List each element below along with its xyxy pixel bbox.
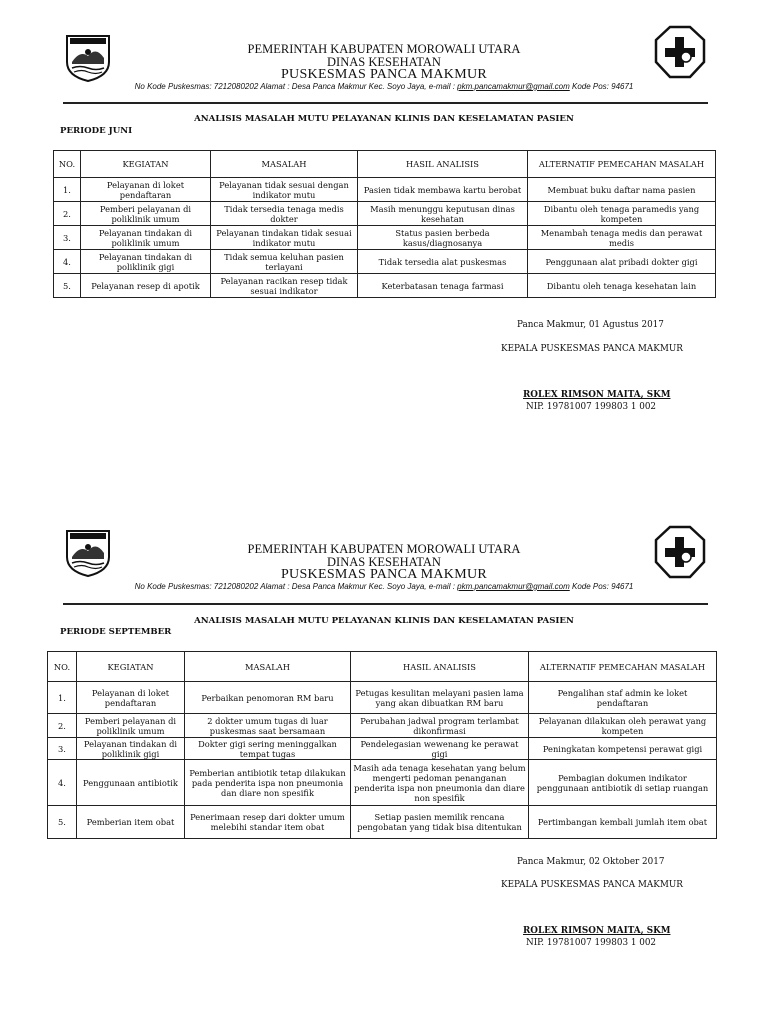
cell-no: 2. (54, 202, 81, 226)
cell-no: 5. (48, 806, 77, 839)
cell-no: 2. (48, 714, 77, 738)
table-row (54, 274, 716, 298)
cell-no: 1. (48, 682, 77, 714)
header-divider (63, 603, 708, 605)
analysis-table (53, 150, 716, 298)
cell-alternatif: Dibantu oleh tenaga kesehatan lain (528, 274, 716, 298)
column-header: MASALAH (185, 652, 351, 682)
document-title: ANALISIS MASALAH MUTU PELAYANAN KLINIS DAN KESELAMATAN PASIEN (194, 114, 574, 124)
header-divider (63, 102, 708, 104)
header-line-1: PEMERINTAH KABUPATEN MOROWALI UTARA (247, 42, 521, 56)
column-header: ALTERNATIF PEMECAHAN MASALAH (529, 652, 717, 682)
cell-hasil: Masih ada tenaga kesehatan yang belum mengerti pedoman penanganan penderita ispa non pneumonia dan diare non spesifik (351, 760, 529, 806)
cell-kegiatan: Pelayanan di loket pendaftaran (81, 178, 211, 202)
cell-no: 3. (54, 226, 81, 250)
table-row (54, 226, 716, 250)
cell-hasil: Perubahan jadwal program terlambat dikonfirmasi (351, 714, 529, 738)
cell-masalah: Pemberian antibiotik tetap dilakukan pada penderita ispa non pneumonia dan diare non spesifik (185, 760, 351, 806)
cell-alternatif: Peningkatan kompetensi perawat gigi (529, 738, 717, 760)
header-line-2: DINAS KESEHATAN (327, 555, 441, 569)
cell-alternatif: Pelayanan dilakukan oleh perawat yang kompeten (529, 714, 717, 738)
table-row (48, 806, 717, 839)
signature-name: ROLEX RIMSON MAITA, SKM (523, 390, 671, 400)
signature-position: KEPALA PUSKESMAS PANCA MAKMUR (501, 880, 683, 890)
cell-kegiatan: Pelayanan tindakan di poliklinik gigi (77, 738, 185, 760)
cell-masalah: Pelayanan tidak sesuai dengan indikator mutu (211, 178, 358, 202)
document-title: ANALISIS MASALAH MUTU PELAYANAN KLINIS DAN KESELAMATAN PASIEN (194, 616, 574, 626)
cell-masalah: Penerimaan resep dari dokter umum melebihi standar item obat (185, 806, 351, 839)
email-link[interactable]: pkm.pancamakmur@gmail.com (457, 582, 570, 591)
cell-hasil: Tidak tersedia alat puskesmas (358, 250, 528, 274)
cell-hasil: Masih menunggu keputusan dinas kesehatan (358, 202, 528, 226)
cell-masalah: Dokter gigi sering meninggalkan tempat tugas (185, 738, 351, 760)
table-row (54, 250, 716, 274)
email-link[interactable]: pkm.pancamakmur@gmail.com (457, 82, 570, 91)
cell-masalah: 2 dokter umum tugas di luar puskesmas saat bersamaan (185, 714, 351, 738)
table-row (54, 202, 716, 226)
column-header: MASALAH (211, 151, 358, 178)
cell-masalah: Pelayanan racikan resep tidak sesuai indikator (211, 274, 358, 298)
cell-hasil: Pasien tidak membawa kartu berobat (358, 178, 528, 202)
cell-alternatif: Pertimbangan kembali jumlah item obat (529, 806, 717, 839)
table-row (48, 682, 717, 714)
cell-hasil: Keterbatasan tenaga farmasi (358, 274, 528, 298)
header-address: No Kode Puskesmas: 7212080202 Alamat : Desa Panca Makmur Kec. Soyo Jaya, e-mail : pkm.pancamakmur@gmail.com Kode Pos: 94671 (134, 582, 634, 591)
signature-nip: NIP. 19781007 199803 1 002 (526, 402, 657, 412)
cell-alternatif: Dibantu oleh tenaga paramedis yang kompeten (528, 202, 716, 226)
cell-masalah: Perbaikan penomoran RM baru (185, 682, 351, 714)
column-header: HASIL ANALISIS (351, 652, 529, 682)
table-row (54, 178, 716, 202)
header-address: No Kode Puskesmas: 7212080202 Alamat : Desa Panca Makmur Kec. Soyo Jaya, e-mail : pkm.pancamakmur@gmail.com Kode Pos: 94671 (134, 82, 634, 91)
signature-date: Panca Makmur, 01 Agustus 2017 (517, 320, 664, 330)
signature-position: KEPALA PUSKESMAS PANCA MAKMUR (501, 344, 683, 354)
periode-label: PERIODE SEPTEMBER (60, 627, 172, 637)
cell-no: 3. (48, 738, 77, 760)
column-header: HASIL ANALISIS (358, 151, 528, 178)
cell-kegiatan: Pemberi pelayanan di poliklinik umum (81, 202, 211, 226)
cell-kegiatan: Pelayanan tindakan di poliklinik umum (81, 226, 211, 250)
table-row (48, 738, 717, 760)
table-row (48, 714, 717, 738)
cell-no: 5. (54, 274, 81, 298)
cell-alternatif: Menambah tenaga medis dan perawat medis (528, 226, 716, 250)
column-header: NO. (48, 652, 77, 682)
cell-kegiatan: Pemberi pelayanan di poliklinik umum (77, 714, 185, 738)
signature-nip: NIP. 19781007 199803 1 002 (526, 938, 657, 948)
table-header-row (48, 652, 717, 682)
cell-alternatif: Pengalihan staf admin ke loket pendaftaran (529, 682, 717, 714)
header-line-3: PUSKESMAS PANCA MAKMUR (280, 67, 488, 82)
cell-alternatif: Penggunaan alat pribadi dokter gigi (528, 250, 716, 274)
cell-kegiatan: Pelayanan resep di apotik (81, 274, 211, 298)
cell-kegiatan: Pelayanan tindakan di poliklinik gigi (81, 250, 211, 274)
cell-masalah: Tidak tersedia tenaga medis dokter (211, 202, 358, 226)
cell-no: 4. (48, 760, 77, 806)
header-line-3: PUSKESMAS PANCA MAKMUR (280, 567, 488, 582)
cell-kegiatan: Pelayanan di loket pendaftaran (77, 682, 185, 714)
header-line-2: DINAS KESEHATAN (327, 55, 441, 69)
cell-no: 4. (54, 250, 81, 274)
header-line-1: PEMERINTAH KABUPATEN MOROWALI UTARA (247, 542, 521, 556)
signature-name: ROLEX RIMSON MAITA, SKM (523, 926, 671, 936)
cell-alternatif: Membuat buku daftar nama pasien (528, 178, 716, 202)
analysis-table (47, 651, 717, 839)
table-header-row (54, 151, 716, 178)
cell-hasil: Petugas kesulitan melayani pasien lama yang akan dibuatkan RM baru (351, 682, 529, 714)
periode-label: PERIODE JUNI (60, 126, 133, 136)
cell-hasil: Status pasien berbeda kasus/diagnosanya (358, 226, 528, 250)
signature-date: Panca Makmur, 02 Oktober 2017 (517, 857, 665, 867)
cell-kegiatan: Pemberian item obat (77, 806, 185, 839)
cell-alternatif: Pembagian dokumen indikator penggunaan antibiotik di setiap ruangan (529, 760, 717, 806)
column-header: KEGIATAN (81, 151, 211, 178)
cell-masalah: Tidak semua keluhan pasien terlayani (211, 250, 358, 274)
column-header: NO. (54, 151, 81, 178)
table-row (48, 760, 717, 806)
column-header: ALTERNATIF PEMECAHAN MASALAH (528, 151, 716, 178)
column-header: KEGIATAN (77, 652, 185, 682)
cell-no: 1. (54, 178, 81, 202)
cell-hasil: Setiap pasien memilik rencana pengobatan yang tidak bisa ditentukan (351, 806, 529, 839)
cell-masalah: Pelayanan tindakan tidak sesuai indikator mutu (211, 226, 358, 250)
cell-kegiatan: Penggunaan antibiotik (77, 760, 185, 806)
cell-hasil: Pendelegasian wewenang ke perawat gigi (351, 738, 529, 760)
